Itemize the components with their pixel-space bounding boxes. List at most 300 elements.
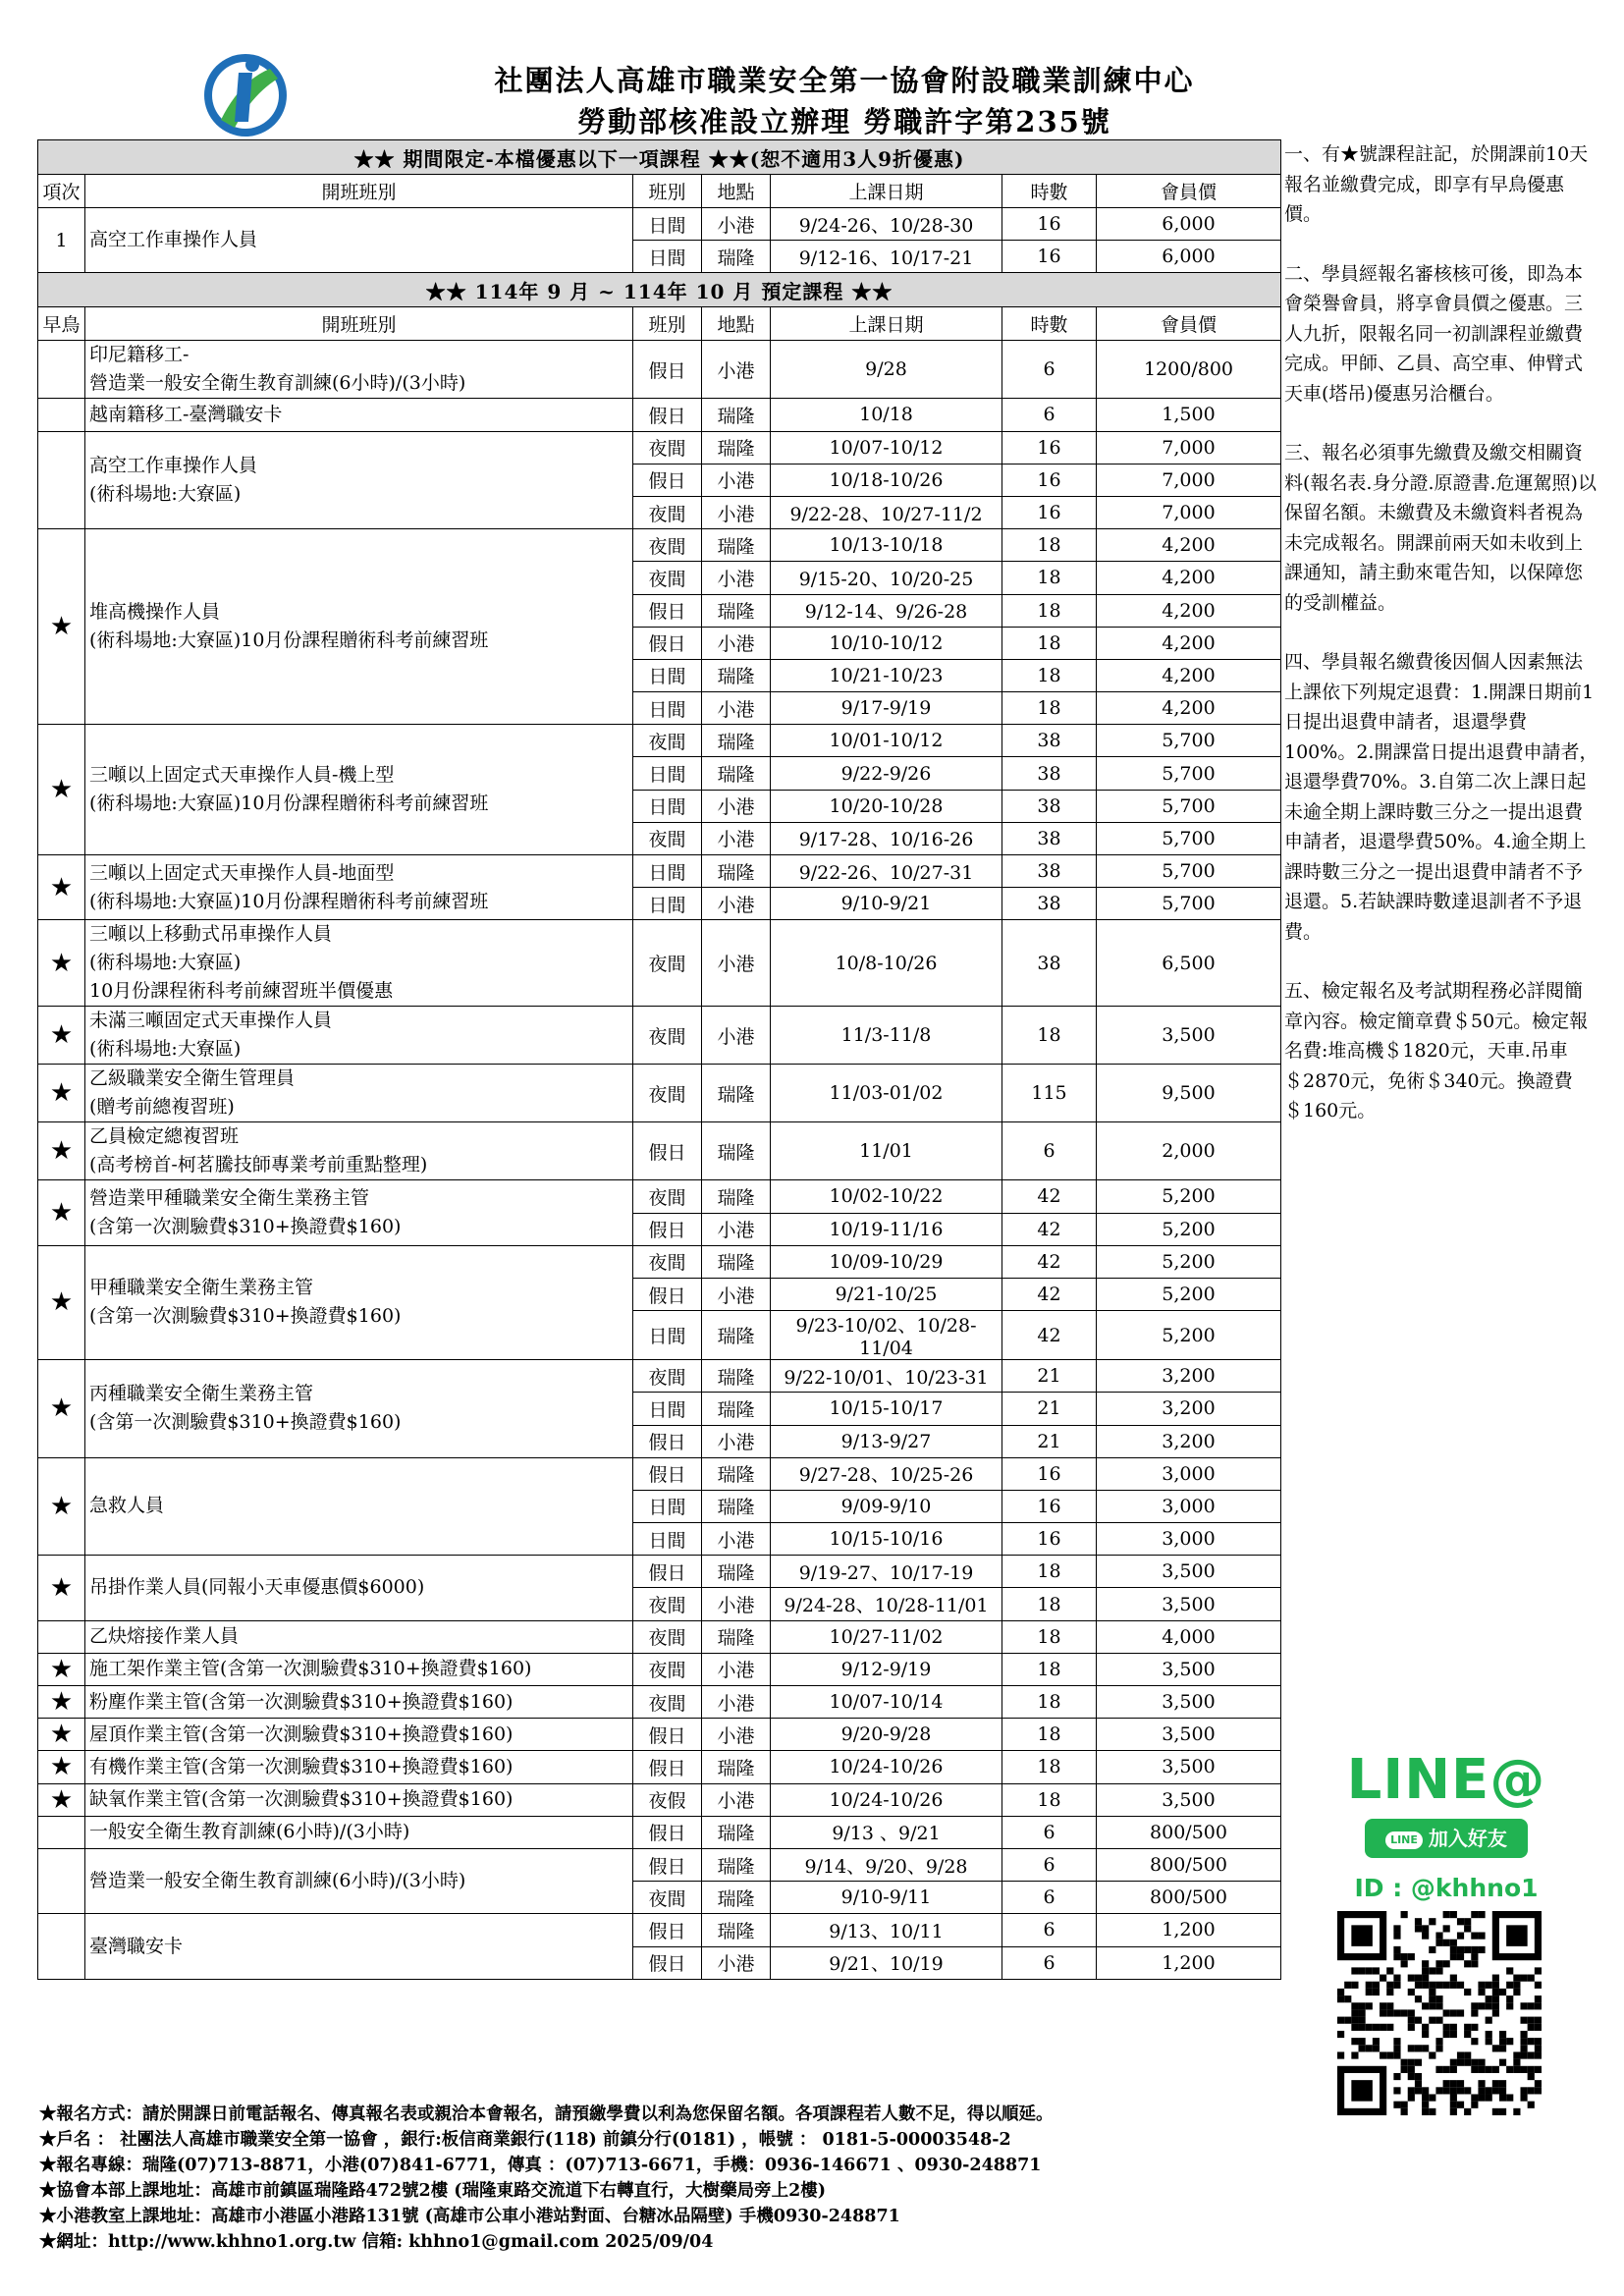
- session-price: 3,500: [1097, 1783, 1281, 1816]
- line-contact: [1333, 1748, 1559, 2062]
- session-hours: 6: [1002, 399, 1097, 431]
- course-name: [85, 1783, 633, 1816]
- session-price: 1200/800: [1097, 341, 1281, 399]
- course-name-line: 有機作業主管(含第一次測驗費$310+換證費$160): [89, 1755, 514, 1777]
- session-place: 瑞隆: [702, 1360, 771, 1393]
- early-bird-star-icon: ★: [38, 1245, 85, 1359]
- promo-banner: ★★ 期間限定-本檔優惠以下一項課程 ★★(恕不適用3人9折優惠): [38, 140, 1281, 175]
- session-type: 假日: [633, 1556, 702, 1588]
- table-row: [38, 529, 1281, 562]
- session-date: 9/17-9/19: [771, 692, 1002, 725]
- course-name-line: (術科場地:大寮區): [89, 952, 242, 974]
- session-type: 假日: [633, 464, 702, 496]
- session-hours: 18: [1002, 1686, 1097, 1719]
- session-place: 小港: [702, 1946, 771, 1979]
- line-add-friend-button[interactable]: [1365, 1819, 1528, 1858]
- column-header: 項次: [38, 175, 85, 208]
- session-date: 9/24-28、10/28-11/01: [771, 1588, 1002, 1620]
- course-name-line: 臺灣職安卡: [89, 1935, 184, 1957]
- session-date: 9/22-26、10/27-31: [771, 855, 1002, 888]
- session-date: 10/18: [771, 399, 1002, 431]
- session-place: 瑞隆: [702, 855, 771, 888]
- session-price: 5,700: [1097, 888, 1281, 920]
- session-price: 6,000: [1097, 241, 1281, 273]
- session-hours: 38: [1002, 757, 1097, 790]
- course-name-line: 高空工作車操作人員: [89, 454, 258, 476]
- table-row: [38, 1007, 1281, 1065]
- note-paragraph: 一、有★號課程註記，於開課前10天報名並繳費完成，即享有早鳥優惠價。: [1284, 143, 1589, 225]
- session-hours: 42: [1002, 1180, 1097, 1213]
- table-row: [38, 1686, 1281, 1719]
- course-name-line: 營造業一般安全衛生教育訓練(6小時)/(3小時): [89, 1870, 466, 1892]
- session-date: 9/13 、9/21: [771, 1816, 1002, 1848]
- session-price: 3,500: [1097, 1007, 1281, 1065]
- column-header: 開班班別: [85, 175, 633, 208]
- session-date: 11/3-11/8: [771, 1007, 1002, 1065]
- table-row: [38, 855, 1281, 888]
- early-bird-star-icon: ★: [38, 1007, 85, 1065]
- session-hours: 18: [1002, 1783, 1097, 1816]
- session-type: 日間: [633, 1523, 702, 1556]
- session-date: 9/19-27、10/17-19: [771, 1556, 1002, 1588]
- course-name-line: (贈考前總複習班): [89, 1096, 235, 1119]
- session-hours: 21: [1002, 1360, 1097, 1393]
- table-row: [38, 1816, 1281, 1848]
- course-name-line: (高考榜首-柯茗騰技師專業考前重點整理): [89, 1154, 428, 1176]
- session-price: 3,500: [1097, 1719, 1281, 1751]
- table-row: [38, 1653, 1281, 1685]
- course-name: [85, 1457, 633, 1556]
- session-hours: 6: [1002, 1122, 1097, 1180]
- session-type: 夜間: [633, 1180, 702, 1213]
- table-row: [38, 725, 1281, 757]
- session-type: 夜間: [633, 1686, 702, 1719]
- session-price: 4,200: [1097, 627, 1281, 659]
- table-row: [38, 1556, 1281, 1588]
- session-place: 瑞隆: [702, 1122, 771, 1180]
- course-name: [85, 529, 633, 725]
- session-price: 4,200: [1097, 659, 1281, 691]
- session-price: 5,200: [1097, 1213, 1281, 1245]
- session-type: 夜間: [633, 1360, 702, 1393]
- session-type: 夜間: [633, 1007, 702, 1065]
- session-price: 3,000: [1097, 1457, 1281, 1490]
- session-price: 5,200: [1097, 1311, 1281, 1360]
- session-hours: 6: [1002, 1848, 1097, 1881]
- session-price: 800/500: [1097, 1848, 1281, 1881]
- session-date: 10/19-11/16: [771, 1213, 1002, 1245]
- session-hours: 18: [1002, 692, 1097, 725]
- session-place: 瑞隆: [702, 594, 771, 627]
- course-name-line: 營造業一般安全衛生教育訓練(6小時)/(3小時): [89, 372, 466, 395]
- footer-line: ★戶名 ： 社團法人高雄市職業安全第一協會 ，銀行:板信商業銀行(118) 前鎮分行(0181) ，帳號 ： 0181-5-00003548-2: [39, 2130, 1011, 2150]
- session-date: 9/21-10/25: [771, 1278, 1002, 1310]
- session-date: 9/21、10/19: [771, 1946, 1002, 1979]
- session-place: 小港: [702, 790, 771, 822]
- session-type: 假日: [633, 1914, 702, 1946]
- early-bird-star-icon: ★: [38, 920, 85, 1007]
- session-date: 10/10-10/12: [771, 627, 1002, 659]
- session-date: 10/01-10/12: [771, 725, 1002, 757]
- early-bird-star-icon: ★: [38, 1783, 85, 1816]
- session-place: 小港: [702, 1007, 771, 1065]
- session-date: 10/07-10/14: [771, 1686, 1002, 1719]
- course-name-line: 吊掛作業人員(同報小天車優惠價$6000): [89, 1576, 425, 1599]
- session-place: 小港: [702, 562, 771, 594]
- session-place: 小港: [702, 1278, 771, 1310]
- session-hours: 18: [1002, 1751, 1097, 1783]
- session-place: 瑞隆: [702, 1620, 771, 1653]
- course-name: [85, 1556, 633, 1620]
- session-place: 小港: [702, 692, 771, 725]
- table-row: [38, 1360, 1281, 1393]
- session-hours: 42: [1002, 1245, 1097, 1278]
- session-hours: 38: [1002, 822, 1097, 854]
- early-bird-star-icon: ★: [38, 1686, 85, 1719]
- session-date: 9/22-10/01、10/23-31: [771, 1360, 1002, 1393]
- early-bird-star-icon: ★: [38, 1751, 85, 1783]
- session-type: 日間: [633, 1490, 702, 1522]
- session-price: 7,000: [1097, 431, 1281, 464]
- session-hours: 21: [1002, 1425, 1097, 1457]
- session-hours: 38: [1002, 855, 1097, 888]
- session-hours: 16: [1002, 464, 1097, 496]
- session-hours: 38: [1002, 790, 1097, 822]
- session-hours: 6: [1002, 1914, 1097, 1946]
- course-name-line: (術科場地:大寮區)10月份課程贈術科考前練習班: [89, 629, 489, 652]
- session-type: 假日: [633, 341, 702, 399]
- session-type: 假日: [633, 1816, 702, 1848]
- session-date: 9/23-10/02、10/28-11/04: [771, 1311, 1002, 1360]
- session-date: 10/20-10/28: [771, 790, 1002, 822]
- session-price: 5,200: [1097, 1278, 1281, 1310]
- session-date: 11/01: [771, 1122, 1002, 1180]
- course-name: [85, 1914, 633, 1979]
- session-type: 夜間: [633, 431, 702, 464]
- column-header: 地點: [702, 307, 771, 341]
- table-row: [38, 1620, 1281, 1653]
- footer-line: ★網址：http://www.khhno1.org.tw 信箱: khhno1@gmail.com 2025/09/04: [39, 2232, 714, 2252]
- schedule-header: [38, 307, 1281, 341]
- course-name-line: 印尼籍移工-: [89, 344, 189, 366]
- column-header: 上課日期: [771, 175, 1002, 208]
- session-hours: 38: [1002, 920, 1097, 1007]
- course-name: [85, 1245, 633, 1359]
- session-price: 3,500: [1097, 1588, 1281, 1620]
- session-hours: 18: [1002, 1719, 1097, 1751]
- column-header: 早鳥: [38, 307, 85, 341]
- table-row: [38, 399, 1281, 431]
- session-date: 10/15-10/17: [771, 1393, 1002, 1425]
- note-paragraph: 三、報名必須事先繳費及繳交相關資料(報名表.身分證.原證書.危運駕照)以保留名額。未繳費及未繳資料者視為未完成報名。開課前兩天如未收到上課通知，請主動來電告知，以保障您的受訓權益。: [1284, 442, 1597, 614]
- course-name-line: (術科場地:大寮區): [89, 1038, 242, 1061]
- line-logo: LINE@: [1346, 1748, 1546, 1812]
- note-paragraph: 四、學員報名繳費後因個人因素無法上課依下列規定退費：1.開課日期前1日提出退費申請者，退還學費100%。2.開課當日提出退費申請者，退還學費70%。3.自第二次上課日起未逾全期上課時數三分之一提出退費申請者，退還學費50%。4.逾全期上課時數三分之一提出退費申請者不予退還。5.若缺課時數達退訓者不予退費。: [1284, 651, 1598, 943]
- session-hours: 38: [1002, 725, 1097, 757]
- course-name-line: (含第一次測驗費$310+換證費$160): [89, 1216, 402, 1238]
- footer-line: ★協會本部上課地址：高雄市前鎮區瑞隆路472號2樓 (瑞隆東路交流道下右轉直行，大樹藥局旁上2樓): [39, 2181, 827, 2201]
- course-name: [85, 341, 633, 399]
- session-price: 4,000: [1097, 1620, 1281, 1653]
- session-type: 假日: [633, 627, 702, 659]
- session-date: 9/12-16、10/17-21: [771, 241, 1002, 273]
- session-date: 9/13-9/27: [771, 1425, 1002, 1457]
- early-bird-star-icon: ★: [38, 1653, 85, 1685]
- session-date: 9/10-9/21: [771, 888, 1002, 920]
- column-header: 班別: [633, 175, 702, 208]
- column-header: 會員價: [1097, 307, 1281, 341]
- license-subtitle: 勞動部核准設立辦理 勞職許字第235號: [577, 105, 1111, 138]
- session-type: 假日: [633, 1946, 702, 1979]
- note-paragraph: 二、學員經報名審核核可後，即為本會榮譽會員，將享會員價之優惠。三人九折，限報名同一初訓課程並繳費完成。甲師、乙員、高空車、伸臂式天車(塔吊)優惠另洽櫃台。: [1284, 262, 1584, 405]
- session-hours: 42: [1002, 1311, 1097, 1360]
- session-place: 小港: [702, 1425, 771, 1457]
- course-name: [85, 1686, 633, 1719]
- course-name-line: 乙員檢定總複習班: [89, 1125, 240, 1148]
- session-place: 瑞隆: [702, 1882, 771, 1914]
- session-type: 假日: [633, 1425, 702, 1457]
- schedule-banner: ★★ 114年 9 月 ~ 114年 10 月 預定課程 ★★: [38, 273, 1281, 307]
- line-pill-icon: LINE: [1385, 1831, 1423, 1849]
- session-place: 瑞隆: [702, 659, 771, 691]
- session-hours: 16: [1002, 1457, 1097, 1490]
- note-paragraph: 五、檢定報名及考試期程務必詳閱簡章內容。檢定簡章費＄50元。檢定報名費:堆高機＄1820元，天車.吊車＄2870元，免術＄340元。換證費＄160元。: [1284, 980, 1589, 1121]
- session-place: 瑞隆: [702, 1457, 771, 1490]
- course-name: [85, 1816, 633, 1848]
- table-row: [38, 1245, 1281, 1278]
- table-row: [38, 341, 1281, 399]
- column-header: 時數: [1002, 175, 1097, 208]
- course-name-line: 越南籍移工-臺灣職安卡: [89, 403, 283, 425]
- course-name: [85, 1360, 633, 1458]
- course-name-line: 營造業甲種職業安全衛生業務主管: [89, 1187, 370, 1210]
- session-type: 夜間: [633, 1620, 702, 1653]
- course-name-line: 堆高機操作人員: [89, 601, 221, 624]
- course-name: [85, 399, 633, 431]
- session-type: 日間: [633, 757, 702, 790]
- table-row: [38, 1783, 1281, 1816]
- qr-code-icon[interactable]: [1337, 1911, 1542, 2115]
- session-price: 9,500: [1097, 1065, 1281, 1122]
- session-place: 瑞隆: [702, 529, 771, 562]
- session-place: 小港: [702, 822, 771, 854]
- session-hours: 16: [1002, 241, 1097, 273]
- early-bird-star-icon: ★: [38, 529, 85, 725]
- course-name: [85, 1620, 633, 1653]
- session-place: 小港: [702, 1686, 771, 1719]
- course-name-line: 缺氧作業主管(含第一次測驗費$310+換證費$160): [89, 1788, 514, 1811]
- early-bird-star-icon: ★: [38, 1719, 85, 1751]
- session-hours: 16: [1002, 208, 1097, 241]
- session-place: 瑞隆: [702, 1556, 771, 1588]
- session-place: 小港: [702, 1653, 771, 1685]
- table-row: [38, 1914, 1281, 1946]
- session-date: 11/03-01/02: [771, 1065, 1002, 1122]
- course-name-line: 粉塵作業主管(含第一次測驗費$310+換證費$160): [89, 1690, 514, 1713]
- early-bird-star-icon: ★: [38, 1556, 85, 1620]
- course-name-line: 急救人員: [89, 1495, 165, 1517]
- page-footer: [39, 2102, 1591, 2255]
- session-type: 假日: [633, 1122, 702, 1180]
- session-type: 夜間: [633, 1065, 702, 1122]
- session-type: 假日: [633, 1213, 702, 1245]
- session-hours: 18: [1002, 594, 1097, 627]
- course-name-line: 三噸以上固定式天車操作人員-地面型: [89, 861, 395, 884]
- session-hours: 6: [1002, 341, 1097, 399]
- course-name: [85, 1007, 633, 1065]
- session-place: 瑞隆: [702, 1848, 771, 1881]
- session-place: 瑞隆: [702, 1816, 771, 1848]
- association-logo-icon: [201, 51, 290, 139]
- session-type: 日間: [633, 208, 702, 241]
- table-row: [38, 208, 1281, 241]
- session-hours: 18: [1002, 1556, 1097, 1588]
- session-hours: 6: [1002, 1946, 1097, 1979]
- course-name: [85, 431, 633, 529]
- session-price: 3,500: [1097, 1653, 1281, 1685]
- session-price: 4,200: [1097, 529, 1281, 562]
- session-type: 夜間: [633, 529, 702, 562]
- course-name-line: 甲種職業安全衛生業務主管: [89, 1277, 314, 1299]
- course-name-line: (術科場地:大寮區)10月份課程贈術科考前練習班: [89, 890, 489, 912]
- session-place: 瑞隆: [702, 1245, 771, 1278]
- session-date: 10/07-10/12: [771, 431, 1002, 464]
- session-hours: 18: [1002, 529, 1097, 562]
- session-price: 5,700: [1097, 757, 1281, 790]
- page-title: 社團法人高雄市職業安全第一協會附設職業訓練中心: [494, 64, 1195, 97]
- session-price: 800/500: [1097, 1816, 1281, 1848]
- column-header: 上課日期: [771, 307, 1002, 341]
- session-date: 9/22-9/26: [771, 757, 1002, 790]
- session-type: 日間: [633, 855, 702, 888]
- session-place: 小港: [702, 341, 771, 399]
- session-type: 日間: [633, 790, 702, 822]
- course-name-line: 乙炔熔接作業人員: [89, 1625, 240, 1648]
- session-price: 3,000: [1097, 1490, 1281, 1522]
- course-name: [85, 1180, 633, 1245]
- session-type: 假日: [633, 1751, 702, 1783]
- session-type: 夜假: [633, 1783, 702, 1816]
- course-name-line: 三噸以上固定式天車操作人員-機上型: [89, 764, 395, 787]
- course-name-line: (術科場地:大寮區): [89, 482, 242, 505]
- table-row: [38, 1719, 1281, 1751]
- session-place: 小港: [702, 1523, 771, 1556]
- early-bird-star-icon: ★: [38, 725, 85, 855]
- session-place: 小港: [702, 208, 771, 241]
- session-type: 假日: [633, 1848, 702, 1881]
- table-row: [38, 1457, 1281, 1490]
- session-price: 1,200: [1097, 1946, 1281, 1979]
- session-type: 日間: [633, 692, 702, 725]
- session-place: 小港: [702, 1213, 771, 1245]
- session-hours: 18: [1002, 659, 1097, 691]
- table-row: [38, 1065, 1281, 1122]
- schedule-banner-row: [38, 273, 1281, 307]
- early-bird-star-icon: ★: [38, 1360, 85, 1458]
- session-price: 5,700: [1097, 855, 1281, 888]
- session-type: 夜間: [633, 562, 702, 594]
- session-hours: 16: [1002, 431, 1097, 464]
- line-add-label: 加入好友: [1428, 1827, 1507, 1850]
- session-place: 瑞隆: [702, 1751, 771, 1783]
- session-hours: 16: [1002, 1523, 1097, 1556]
- session-type: 假日: [633, 399, 702, 431]
- course-name: [85, 1848, 633, 1913]
- session-place: 瑞隆: [702, 241, 771, 273]
- table-row: [38, 920, 1281, 1007]
- line-id: ID : @khhno1: [1354, 1874, 1539, 1902]
- early-bird-star-icon: ★: [38, 855, 85, 920]
- promo-header: [38, 175, 1281, 208]
- session-type: 夜間: [633, 1882, 702, 1914]
- session-hours: 18: [1002, 1588, 1097, 1620]
- session-place: 小港: [702, 888, 771, 920]
- session-hours: 18: [1002, 1653, 1097, 1685]
- course-name-line: 屋頂作業主管(含第一次測驗費$310+換證費$160): [89, 1722, 514, 1745]
- course-name: [85, 1653, 633, 1685]
- session-price: 4,200: [1097, 692, 1281, 725]
- session-place: 瑞隆: [702, 725, 771, 757]
- course-name: [85, 1122, 633, 1180]
- session-price: 800/500: [1097, 1882, 1281, 1914]
- session-date: 10/18-10/26: [771, 464, 1002, 496]
- session-price: 3,000: [1097, 1523, 1281, 1556]
- session-type: 夜間: [633, 725, 702, 757]
- session-type: 夜間: [633, 920, 702, 1007]
- course-name: [85, 725, 633, 855]
- session-hours: 18: [1002, 562, 1097, 594]
- early-bird-star-icon: [38, 1816, 85, 1848]
- session-place: 瑞隆: [702, 1914, 771, 1946]
- session-hours: 18: [1002, 1007, 1097, 1065]
- session-type: 夜間: [633, 1588, 702, 1620]
- session-date: 10/27-11/02: [771, 1620, 1002, 1653]
- session-place: 小港: [702, 1719, 771, 1751]
- early-bird-star-icon: [38, 1848, 85, 1913]
- session-price: 4,200: [1097, 562, 1281, 594]
- course-table: [37, 139, 1281, 1980]
- session-price: 7,000: [1097, 464, 1281, 496]
- table-row: [38, 1180, 1281, 1213]
- session-date: 10/21-10/23: [771, 659, 1002, 691]
- session-date: 10/24-10/26: [771, 1783, 1002, 1816]
- course-name-line: (術科場地:大寮區)10月份課程贈術科考前練習班: [89, 793, 489, 815]
- early-bird-star-icon: [38, 341, 85, 399]
- session-type: 夜間: [633, 1653, 702, 1685]
- session-type: 假日: [633, 1278, 702, 1310]
- column-header: 開班班別: [85, 307, 633, 341]
- footer-line: ★小港教室上課地址：高雄市小港區小港路131號 (高雄市公車小港站對面、台糖冰品隔壁) 手機0930-248871: [39, 2207, 900, 2226]
- table-row: [38, 1848, 1281, 1881]
- session-place: 小港: [702, 920, 771, 1007]
- session-price: 3,200: [1097, 1393, 1281, 1425]
- table-row: [38, 431, 1281, 464]
- session-date: 9/24-26、10/28-30: [771, 208, 1002, 241]
- course-name-line: 丙種職業安全衛生業務主管: [89, 1383, 314, 1405]
- session-type: 假日: [633, 594, 702, 627]
- course-name-line: 乙級職業安全衛生管理員: [89, 1067, 296, 1090]
- session-hours: 38: [1002, 888, 1097, 920]
- session-price: 4,200: [1097, 594, 1281, 627]
- promo-banner-row: [38, 140, 1281, 175]
- session-date: 10/15-10/16: [771, 1523, 1002, 1556]
- session-place: 瑞隆: [702, 1065, 771, 1122]
- session-date: 9/22-28、10/27-11/2: [771, 496, 1002, 528]
- session-hours: 115: [1002, 1065, 1097, 1122]
- session-place: 瑞隆: [702, 1180, 771, 1213]
- session-price: 6,000: [1097, 208, 1281, 241]
- table-row: [38, 1122, 1281, 1180]
